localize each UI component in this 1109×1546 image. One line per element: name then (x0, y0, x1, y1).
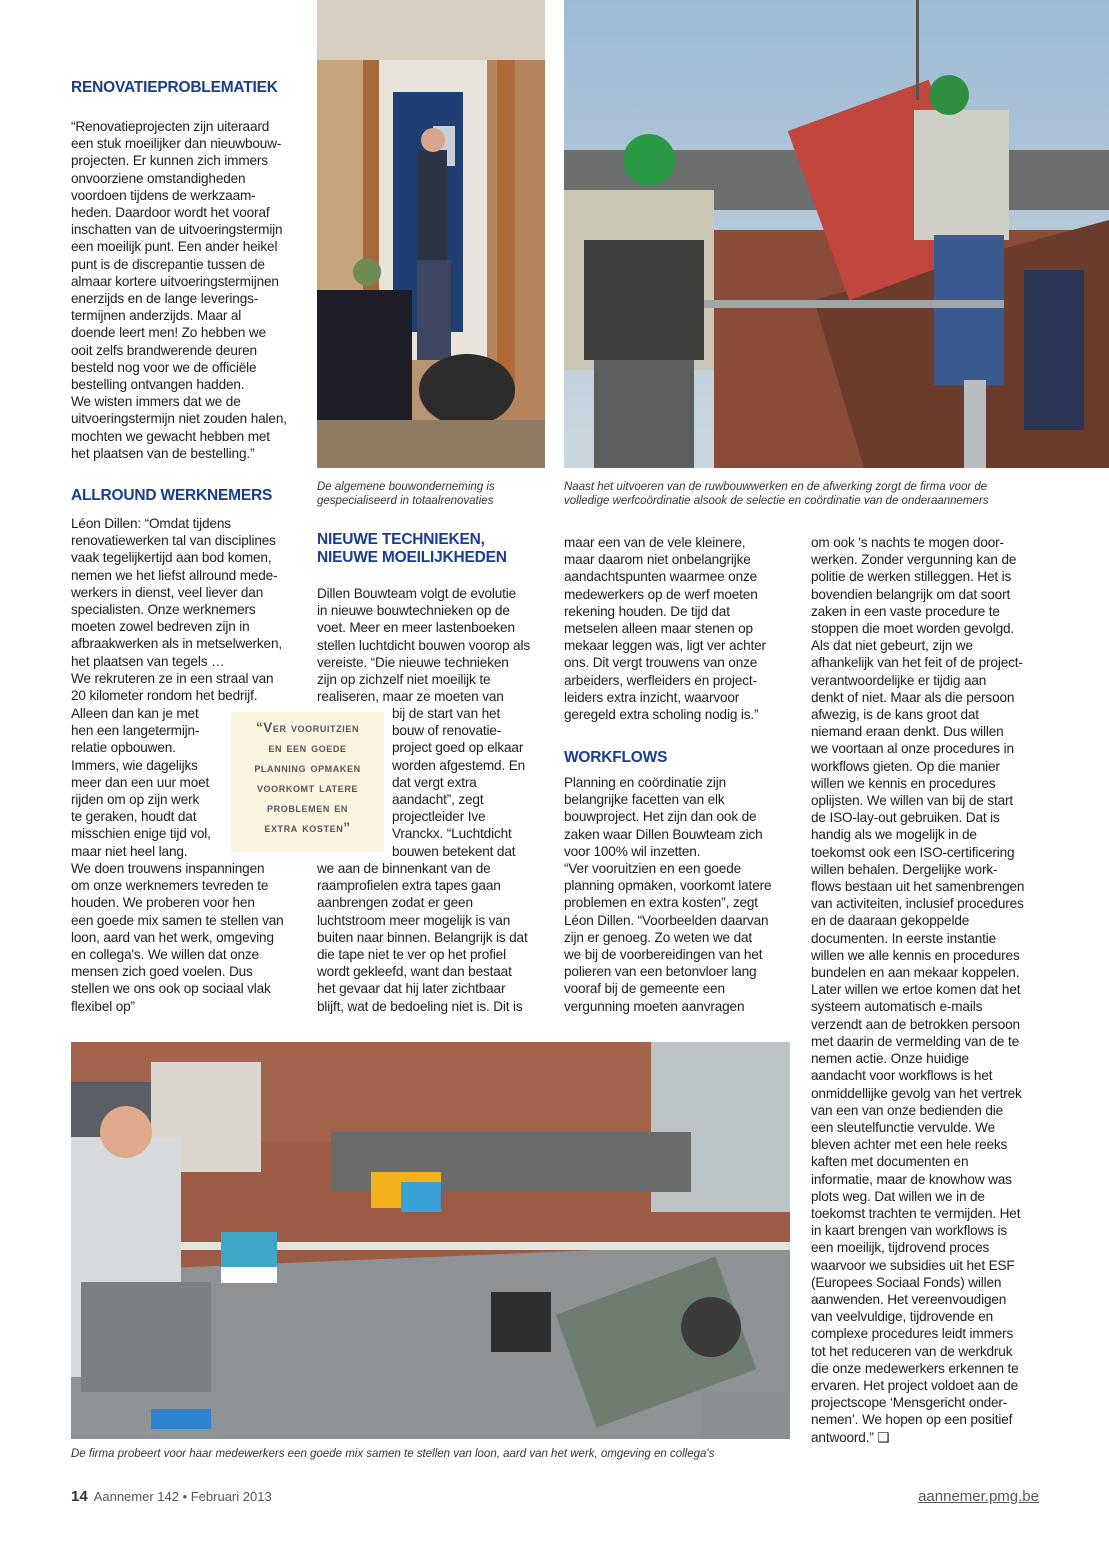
section-heading-workflows: WORKFLOWS (564, 749, 668, 766)
end-mark-icon: ❑ (877, 1429, 890, 1445)
pull-quote-text: “Ver vooruitzien en een goede planning opmaken voorkomt latere problemen en extra kosten” (254, 720, 361, 835)
photo-caption-workers-break: De firma probeert voor haar medewerkers een goede mix samen te stellen van loon, aard van het werk, omgeving en collega's (71, 1448, 715, 1460)
photo-caption-masonry: Naast het uitvoeren van de ruwbouwwerken en de afwerking zorgt de firma voor de volledige werfcoördinatie alsook de selectie en coördinatie van de onderaannemers (564, 481, 989, 507)
body-text-workflows: Planning en coördinatie zijn belangrijke facetten van elk bouwproject. Het zijn dan ook de zaken waar Dillen Bouwteam zich voor 100% wil inzetten. “Ver vooruitzien en een goede planning opmaken, voorkomt latere problemen en extra kosten”, zegt Léon Dillen. “Voorbeelden daarvan zijn er genoeg. Zo weten we dat we bij de voorbereidingen van het polieren van een betonvloer lang vooraf bij de gemeente een vergunning moeten aanvragen (564, 775, 772, 1014)
body-text-allround-b: Alleen dan kan je met hen een langetermijn- relatie opbouwen. Immers, wie dagelijks meer dan een uur moet rijden om op zijn werk te geraken, houdt dat misschien enige tijd vol, maar niet heel lang. (71, 706, 211, 859)
photo-workers-break (71, 1042, 790, 1439)
photo-masonry-workers (564, 0, 1109, 468)
footer-issue-info (71, 1488, 272, 1505)
section-heading-allround-werknemers: ALLROUND WERKNEMERS (71, 487, 273, 504)
body-text-technieken-a: Dillen Bouwteam volgt de evolutie in nieuwe bouwtechnieken op de voet. Meer en meer lastenboeken stellen luchtdicht bouwen voorop als vereiste. “Die nieuwe technieken zijn op zichzelf niet moeilijk te realiseren, maar ze moeten van (317, 586, 530, 705)
body-text-allround-a: Léon Dillen: “Omdat tijdens renovatiewerken tal van disciplines vaak tegelijkertijd aan bod komen, nemen we het liefst allround mede- werkers in dienst, veel liever dan specialisten. Onze werknemers moeten zowel bedreven zijn in afbraakwerken als in metselwerken, het plaatsen van tegels … We rekruteren ze in een straal van 20 kilometer rondom het bedrijf. (71, 516, 282, 704)
section-heading-nieuwe-technieken: NIEUWE TECHNIEKEN, NIEUWE MOEILIJKHEDEN (317, 531, 507, 566)
issue-label: Aannemer 142 • Februari 2013 (93, 1489, 272, 1504)
body-text-workflow-intro: maar een van de vele kleinere, maar daarom niet onbelangrijke aandachtspunten waarmee onze medewerkers op de werf moeten rekening houden. De tijd dat metselen alleen maar stenen op mekaar leggen was, ligt ver achter ons. Dit vergt trouwens van onze arbeiders, werfleiders en project- leiders extra inzicht, waarvoor geregeld extra scholing nodig is.” (564, 535, 766, 723)
body-text-workflows-cont-text: om ook 's nachts te mogen door- werken. Zonder vergunning kan de politie de werken stilleggen. Het is bovendien belangrijk om dat soort zaken in een vaste procedure te stoppen die moet worden gevolgd. Als dat niet gebeurt, zijn we afhankelijk van het feit of de project- verantwoordelijke er tijdig aan denkt of niet. Maar als die persoon afwezig, is de kans groot dat niemand eraan denkt. Dus willen we voortaan al onze procedures in workflows gieten. Op die manier willen we kennis en procedures oplijsten. We willen van bij de start de ISO-lay-out gebruiken. Dat is handig als we mogelijk in de toekomst ook een ISO-certificering willen behalen. Dergelijke work- flows bestaan uit het samenbrengen van activiteiten, inclusief procedures en de daaraan gekoppelde documenten. In eerste instantie willen we alle kennis en procedures bundelen en aan mekaar koppelen. Later willen we ertoe komen dat het systeem automatisch e-mails verzendt aan de betrokken persoon met daarin de vermelding van de te nemen actie. Onze huidige aandacht voor workflows is het onmiddellijke gevolg van het vertrek van een van onze bedienden die een sleutelfunctie vervulde. We bleven achter met een hele reeks kaften met documenten en informatie, maar de knowhow was plots weg. Dat willen we in de toekomst trachten te vermijden. Het in kaart brengen van workflows is een moeilijk, tijdrovend proces waarvoor we subsidies uit het ESF (Europees Sociaal Fonds) willen aanwenden. Het vereenvoudigen van veelvuldige, tijdrovende en complexe procedures leidt immers tot het reduceren van de werkdruk die onze medewerkers erkennen te ervaren. Het project voldoet aan de projectscope ‘Mensgericht onder- nemen’. We hopen op een positief antwoord.” (811, 535, 1025, 1445)
body-text-renovatie: “Renovatieprojecten zijn uiteraard een stuk moeilijker dan nieuwbouw- projecten. Er kunnen zich immers onvoorziene omstandigheden voordoen tijdens de werkzaam- heden. Daardoor wordt het vooraf inschatten van de uitvoeringstermijn een moeilijk punt. Een ander heikel punt is de discrepantie tussen de almaar kortere uitvoeringstermijnen enerzijds en de lange leverings- termijnen anderzijds. Maar al doende leert men! Zo hebben we ooit zelfs brandwerende deuren besteld nog voor we de officiële bestelling ontvangen hadden. We wisten immers dat we de uitvoeringstermijn niet zouden halen, mochten we gewacht hebben met het plaatsen van de bestelling.” (71, 119, 287, 461)
photo-caption-renovation: De algemene bouwonderneming is gespecialiseerd in totaalrenovaties (317, 481, 495, 507)
body-text-technieken-b: bij de start van het bouw of renovatie- project goed op elkaar worden afgestemd. En dat vergt extra aandacht”, zegt projectleider Ive Vranckx. “Luchtdicht bouwen betekent dat (392, 706, 526, 859)
photo-renovation-doorway (317, 0, 545, 468)
section-heading-renovatieproblematiek: RENOVATIEPROBLEMATIEK (71, 79, 278, 96)
footer-website-link[interactable]: aannemer.pmg.be (918, 1488, 1039, 1505)
body-text-allround-c: We doen trouwens inspanningen om onze werknemers tevreden te houden. We proberen voor hen een goede mix samen te stellen van loon, aard van het werk, omgeving en collega's. We willen dat onze mensen zich goed voelen. Dus stellen we ons ook op sociaal vlak flexibel op” (71, 861, 284, 1014)
body-text-workflows-continued (811, 534, 1047, 1446)
body-text-technieken-c: we aan de binnenkant van de raamprofielen extra tapes gaan aanbrengen zodat er geen luchtstroom meer mogelijk is van buiten naar binnen. Belangrijk is dat die tape niet te ver op het profiel wordt gekleefd, want dan bestaat het gevaar dat hij later zichtbaar blijft, wat de bedoeling niet is. Dit is (317, 861, 528, 1014)
pull-quote (231, 712, 384, 852)
page-number: 14 (71, 1488, 88, 1505)
